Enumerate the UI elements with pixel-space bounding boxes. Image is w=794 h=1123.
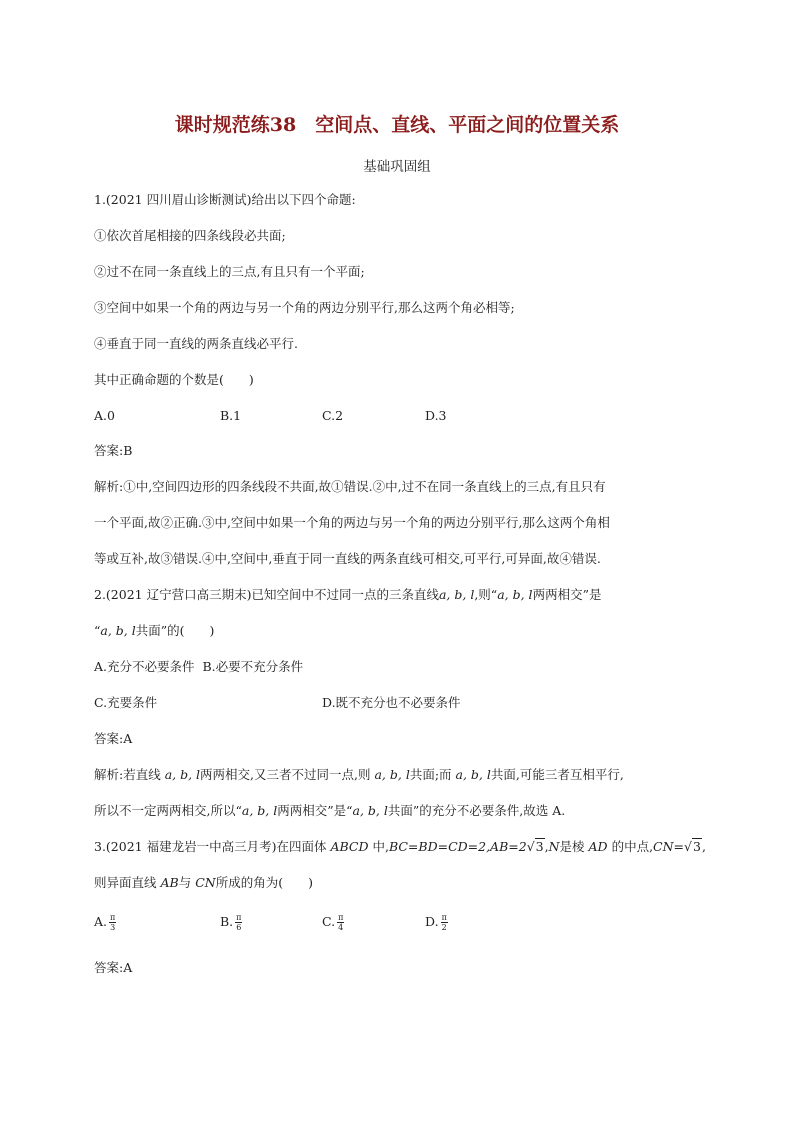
q2-stem: 2.(2021 辽宁营口高三期末)已知空间中不过同一点的三条直线a, b, l,则“a, b, l两两相交”是 <box>94 587 602 602</box>
q1-prop-1: ①依次首尾相接的四条线段必共面; <box>94 228 286 243</box>
q2-stem-line-2: “a, b, l共面”的( ) <box>94 623 215 638</box>
q1-option-b: B.1 <box>220 408 242 423</box>
q3-option-d: D. $\frac{\pi}{2}$ <box>425 913 447 932</box>
q1-question: 其中正确命题的个数是( ) <box>94 372 254 387</box>
section-heading: 基础巩固组 <box>363 159 431 175</box>
q3-option-c: C. $\frac{\pi}{4}$ <box>322 913 344 932</box>
q1-analysis-line-2: 一个平面,故②正确.③中,空间中如果一个角的两边与另一个角的两边分别平行,那么这两个角相 <box>94 515 610 530</box>
q3-option-a: A. $\frac{\pi}{3}$ <box>94 913 116 932</box>
q1-answer: 答案:B <box>94 443 133 458</box>
q3-stem-line-2: 则异面直线 AB与 CN所成的角为( ) <box>94 875 313 890</box>
q3-stem: 3.(2021 福建龙岩一中高三月考)在四面体 ABCD 中,BC=BD=CD=2,AB=2√3,N是棱 AD 的中点,CN=√3, <box>94 839 706 854</box>
q2-option-d: D.既不充分也不必要条件 <box>322 695 461 710</box>
q2-answer: 答案:A <box>94 731 133 746</box>
q2-option-c: C.充要条件 <box>94 695 158 710</box>
q2-analysis-line-1: 解析:若直线 a, b, l两两相交,又三者不过同一点,则 a, b, l共面;而 a, b, l共面,可能三者互相平行, <box>94 767 624 782</box>
q1-option-d: D.3 <box>425 408 447 423</box>
q1-stem: 1.(2021 四川眉山诊断测试)给出以下四个命题: <box>94 192 356 207</box>
q1-prop-4: ④垂直于同一直线的两条直线必平行. <box>94 336 298 351</box>
q2-analysis-line-2: 所以不一定两两相交,所以“a, b, l两两相交”是“a, b, l共面”的充分不必要条件,故选 A. <box>94 803 566 818</box>
q2-option-ab: A.充分不必要条件 B.必要不充分条件 <box>94 659 304 674</box>
q1-prop-2: ②过不在同一条直线上的三点,有且只有一个平面; <box>94 264 365 279</box>
sqrt-symbol: √3 <box>684 839 701 854</box>
sqrt-symbol: √3 <box>526 839 544 854</box>
q3-answer: 答案:A <box>94 960 133 975</box>
q1-prop-3: ③空间中如果一个角的两边与另一个角的两边分别平行,那么这两个角必相等; <box>94 300 515 315</box>
q1-analysis-line-1: 解析:①中,空间四边形的四条线段不共面,故①错误.②中,过不在同一条直线上的三点,有且只有 <box>94 479 606 494</box>
q3-option-b: B. $\frac{\pi}{6}$ <box>220 913 242 932</box>
q1-option-a: A.0 <box>94 408 115 423</box>
q1-option-c: C.2 <box>322 408 344 423</box>
q1-analysis-line-3: 等或互补,故③错误.④中,空间中,垂直于同一直线的两条直线可相交,可平行,可异面,故④错误. <box>94 551 601 566</box>
page-title: 课时规范练38 空间点、直线、平面之间的位置关系 <box>174 114 620 136</box>
